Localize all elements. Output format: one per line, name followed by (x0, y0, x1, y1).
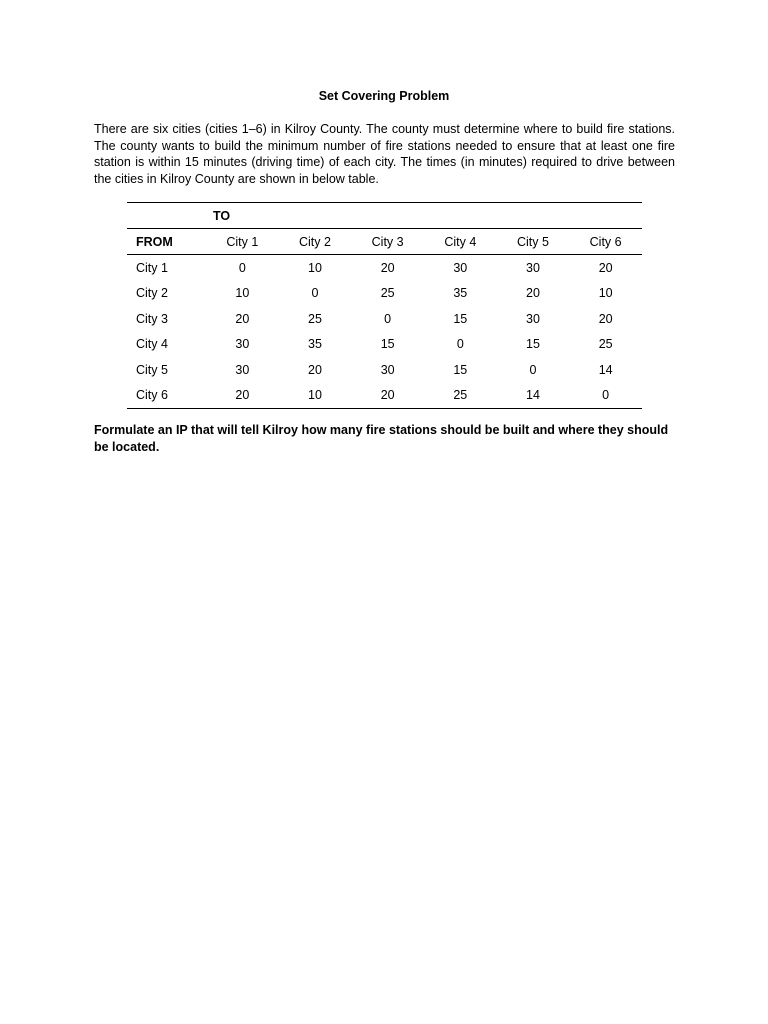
table-cell: 10 (279, 382, 352, 408)
question-paragraph: Formulate an IP that will tell Kilroy how many fire stations should be built and where they should be located. (94, 423, 669, 454)
table-to-row (127, 203, 642, 229)
table-cell: 30 (526, 261, 540, 276)
table-row (127, 281, 642, 306)
table-cell: 20 (235, 311, 250, 326)
table-cell: 35 (453, 286, 468, 301)
table-cell: 0 (569, 382, 642, 408)
table-cell: 0 (529, 362, 537, 377)
table-cell: 0 (384, 311, 392, 326)
table-cell: 20 (598, 261, 613, 276)
table-cell: 14 (598, 362, 613, 377)
table-cell: 30 (380, 362, 395, 377)
row-label: City 5 (136, 362, 168, 377)
to-label: TO (127, 203, 642, 229)
table-cell: 14 (497, 382, 570, 408)
table-cell: 10 (598, 286, 613, 301)
intro-paragraph: There are six cities (cities 1–6) in Kilroy County. The county must determine where to build fire stations. The county wants to build the minimum number of fire stations needed to ensure that at least one fire station is within 15 minutes (driving time) of each city. The times (in minutes) required to drive between the cities in Kilroy County are shown in below table. (94, 122, 675, 186)
table-cell: 25 (598, 337, 613, 352)
document-title: Set Covering Problem (318, 89, 450, 103)
table-cell: 25 (380, 286, 395, 301)
row-label: City 2 (136, 286, 168, 301)
table-row (127, 382, 642, 408)
table-cell: 35 (308, 337, 322, 352)
travel-time-table (127, 202, 642, 409)
table-cell: 20 (526, 286, 540, 301)
column-header: City 2 (279, 229, 352, 255)
from-label: FROM (127, 229, 206, 255)
table-cell: 10 (235, 286, 250, 301)
table-cell: 10 (308, 261, 322, 276)
table-cell: 20 (380, 261, 395, 276)
table-cell: 30 (235, 337, 250, 352)
table-cell: 30 (526, 311, 540, 326)
table-cell: 15 (453, 311, 468, 326)
column-header: City 6 (569, 229, 642, 255)
table-cell: 15 (453, 362, 468, 377)
row-label: City 6 (127, 382, 206, 408)
table-row (127, 306, 642, 331)
row-label: City 4 (136, 337, 168, 352)
row-label: City 1 (136, 261, 168, 276)
table-cell: 25 (308, 311, 322, 326)
column-header: City 4 (424, 229, 497, 255)
table-cell: 25 (424, 382, 497, 408)
table-row (127, 255, 642, 281)
table-cell: 20 (598, 311, 613, 326)
row-label: City 3 (136, 311, 168, 326)
table-row (127, 357, 642, 382)
table-cell: 0 (311, 286, 319, 301)
table-cell: 15 (380, 337, 395, 352)
travel-time-table-container (127, 202, 642, 409)
column-header: City 1 (206, 229, 279, 255)
column-header: City 3 (351, 229, 424, 255)
table-cell: 30 (235, 362, 250, 377)
table-cell: 20 (351, 382, 424, 408)
table-cell: 30 (453, 261, 468, 276)
table-cell: 20 (308, 362, 322, 377)
table-cell: 0 (238, 261, 246, 276)
table-cell: 0 (456, 337, 464, 352)
table-cell: 20 (206, 382, 279, 408)
table-header-row (127, 229, 642, 255)
table-cell: 15 (526, 337, 540, 352)
column-header: City 5 (497, 229, 570, 255)
table-row (127, 332, 642, 357)
